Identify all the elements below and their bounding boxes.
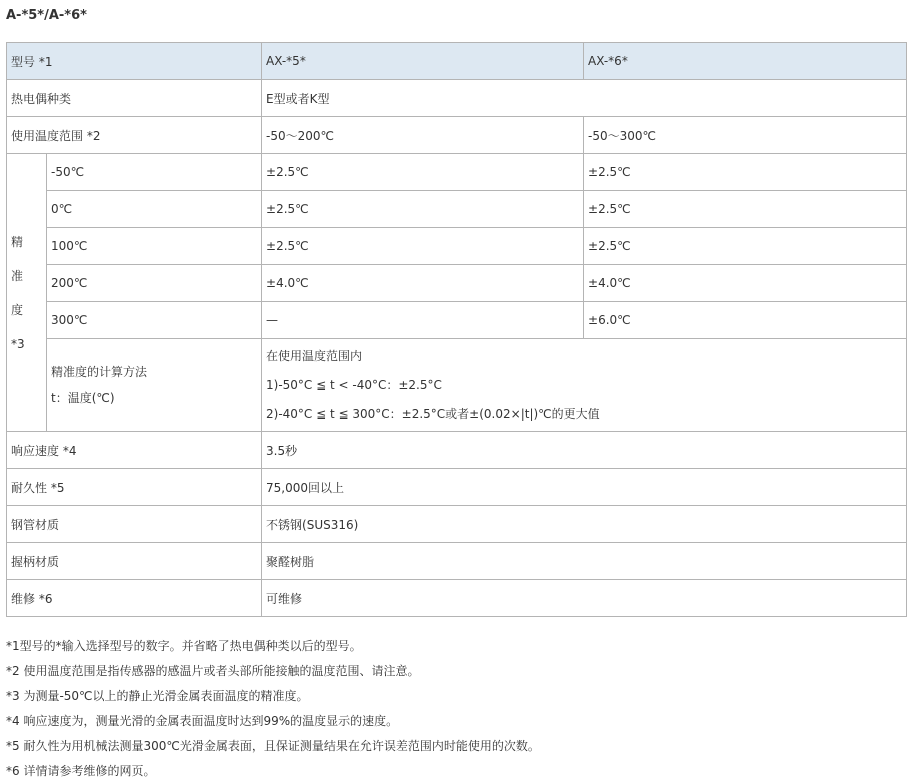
- accuracy-ax6: ±2.5℃: [584, 191, 907, 228]
- table-header-row: [7, 43, 907, 80]
- footnote: *2 使用温度范围是指传感器的感温片或者头部所能接触的温度范围、请注意。: [6, 664, 420, 678]
- accuracy-temp: -50℃: [47, 154, 262, 191]
- accuracy-ax5: —: [262, 302, 584, 339]
- repair-label: 维修 *6: [7, 580, 262, 617]
- footnote: *4 响应速度为，测量光滑的金属表面温度时达到99%的温度显示的速度。: [6, 714, 399, 728]
- accuracy-temp: 100℃: [47, 228, 262, 265]
- accuracy-temp: 0℃: [47, 191, 262, 228]
- pipe-value: 不锈钢(SUS316): [262, 506, 907, 543]
- durability-value: 75,000回以上: [262, 469, 907, 506]
- accuracy-ax6: ±2.5℃: [584, 228, 907, 265]
- table-row: [7, 191, 907, 228]
- table-row: [7, 265, 907, 302]
- header-ax5: AX-*5*: [262, 43, 584, 80]
- accuracy-ax6: ±4.0℃: [584, 265, 907, 302]
- thermocouple-label: 热电偶种类: [7, 80, 262, 117]
- accuracy-ax6: ±2.5℃: [584, 154, 907, 191]
- accuracy-ax5: ±2.5℃: [262, 191, 584, 228]
- method-value-line: 2)-40°C ≦ t ≦ 300°C：±2.5°C或者±(0.02×|t|)℃的更大值: [266, 406, 600, 421]
- table-row: [7, 580, 907, 617]
- table-row: [7, 339, 907, 432]
- header-model: 型号 *1: [7, 43, 262, 80]
- table-row: [7, 302, 907, 339]
- table-row: [7, 543, 907, 580]
- response-label: 响应速度 *4: [7, 432, 262, 469]
- temp-range-ax5: -50～200℃: [262, 117, 584, 154]
- table-row: [7, 154, 907, 191]
- method-value-line: 1)-50°C ≦ t < -40°C：±2.5°C: [266, 377, 442, 392]
- table-row: [7, 469, 907, 506]
- accuracy-label-char: *3: [11, 336, 25, 351]
- accuracy-temp: 300℃: [47, 302, 262, 339]
- table-row: [7, 432, 907, 469]
- header-ax6: AX-*6*: [584, 43, 907, 80]
- accuracy-ax5: ±2.5℃: [262, 154, 584, 191]
- accuracy-ax6: ±6.0℃: [584, 302, 907, 339]
- accuracy-label-char: 度: [11, 302, 24, 317]
- handle-value: 聚醛树脂: [262, 543, 907, 580]
- repair-value: 可维修: [262, 580, 907, 617]
- page-title: A-*5*/A-*6*: [6, 8, 87, 23]
- table-row: [7, 117, 907, 154]
- footnote: *3 为测量-50℃以上的静止光滑金属表面温度的精准度。: [6, 689, 309, 703]
- handle-label: 握柄材质: [7, 543, 262, 580]
- thermocouple-value: E型或者K型: [262, 80, 907, 117]
- table-row: [7, 506, 907, 543]
- method-value: [262, 339, 907, 432]
- method-value-line: 在使用温度范围内: [266, 348, 363, 363]
- accuracy-ax5: ±2.5℃: [262, 228, 584, 265]
- accuracy-ax5: ±4.0℃: [262, 265, 584, 302]
- footnotes: [6, 634, 540, 784]
- accuracy-label: [7, 154, 47, 432]
- method-label-line: 精准度的计算方法: [51, 365, 148, 379]
- method-label: [47, 339, 262, 432]
- response-value: 3.5秒: [262, 432, 907, 469]
- accuracy-label-char: 准: [11, 268, 24, 283]
- table-row: [7, 80, 907, 117]
- footnote: *6 详情请参考维修的网页。: [6, 764, 156, 778]
- temp-range-label: 使用温度范围 *2: [7, 117, 262, 154]
- footnote: *5 耐久性为用机械法测量300℃光滑金属表面，且保证测量结果在允许误差范围内时能使用的次数。: [6, 739, 540, 753]
- durability-label: 耐久性 *5: [7, 469, 262, 506]
- temp-range-ax6: -50～300℃: [584, 117, 907, 154]
- pipe-label: 钢管材质: [7, 506, 262, 543]
- accuracy-temp: 200℃: [47, 265, 262, 302]
- accuracy-label-char: 精: [11, 234, 24, 249]
- spec-table: [6, 42, 907, 617]
- method-label-line: t：温度(℃): [51, 391, 115, 405]
- footnote: *1型号的*输入选择型号的数字。并省略了热电偶种类以后的型号。: [6, 639, 362, 653]
- table-row: [7, 228, 907, 265]
